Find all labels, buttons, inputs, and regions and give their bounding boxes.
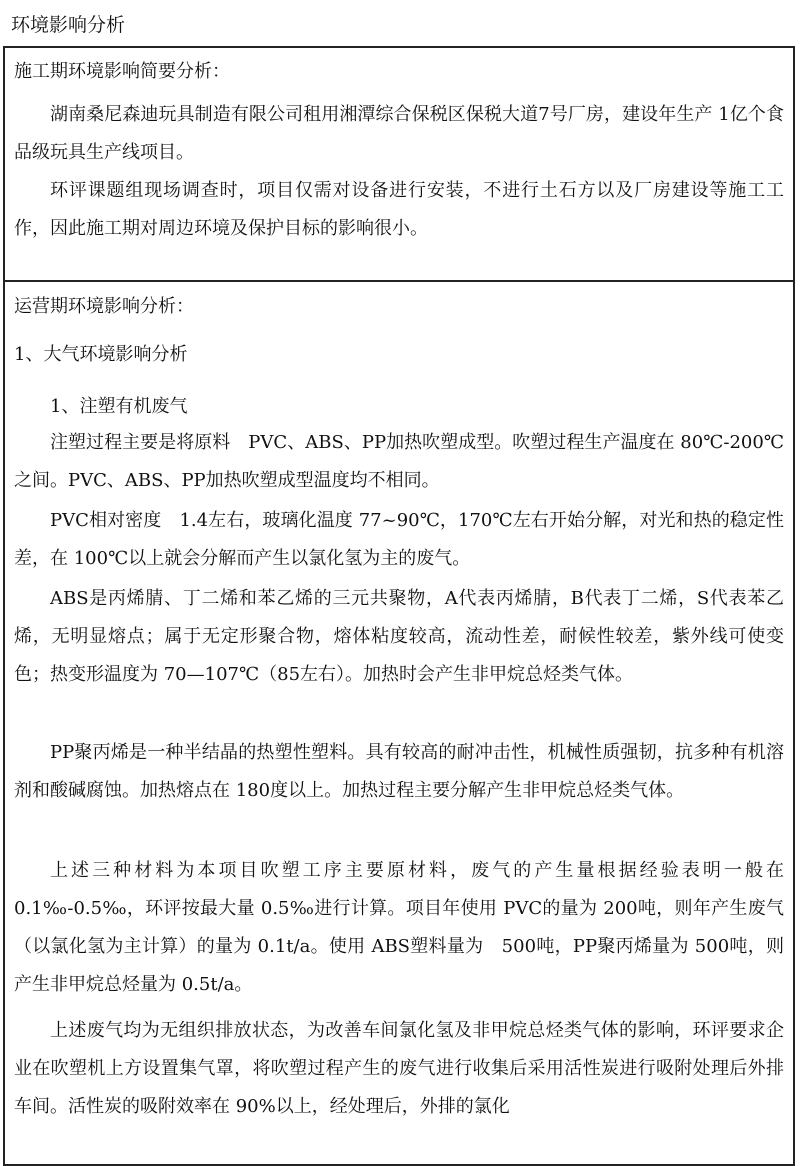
construction-section: [5, 48, 793, 282]
operation-paragraph-4: PP聚丙烯是一种半结晶的热塑性塑料。具有较高的耐冲击性，机械性质强韧，抗多种有机溶剂和酸碱腐蚀。加热熔点在 180度以上。加热过程主要分解产生非甲烷总烃类气体。: [14, 742, 784, 801]
operation-heading: 运营期环境影响分析：: [14, 296, 194, 317]
operation-paragraph-2: PVC相对密度 1.4左右，玻璃化温度 77~90℃，170℃左右开始分解，对光和热的稳定性差，在 100℃以上就会分解而产生以氯化氢为主的废气。: [14, 510, 784, 569]
construction-heading: 施工期环境影响简要分析：: [14, 61, 230, 82]
operation-paragraph-1: 注塑过程主要是将原料 PVC、ABS、PP加热吹塑成型。吹塑过程生产温度在 80℃-200℃之间。PVC、ABS、PP加热吹塑成型温度均不相同。: [14, 432, 784, 491]
operation-section: [5, 282, 793, 1164]
operation-paragraph-3: ABS是丙烯腈、丁二烯和苯乙烯的三元共聚物，A代表丙烯腈，B代表丁二烯，S代表苯乙烯，无明显熔点；属于无定形聚合物，熔体粘度较高，流动性差，耐候性较差，紫外线可使变色；热变形温度为 70—107℃（85左右）。加热时会产生非甲烷总烃类气体。: [14, 588, 784, 685]
construction-paragraph-2: 环评课题组现场调查时，项目仅需对设备进行安装，不进行土石方以及厂房建设等施工工作，因此施工期对周边环境及保护目标的影响很小。: [14, 180, 784, 239]
injection-gas-heading: 1、注塑有机废气: [50, 396, 188, 417]
operation-paragraph-5: 上述三种材料为本项目吹塑工序主要原材料，废气的产生量根据经验表明一般在 0.1‰-0.5‰，环评按最大量 0.5‰进行计算。项目年使用 PVC的量为 200吨，则年产生废气（以氯化氢为主计算）的量为 0.1t/a。使用 ABS塑料量为 500吨，PP聚丙烯量为 500吨，则产生非甲烷总烃量为 0.5t/a。: [14, 860, 784, 995]
page-title: 环境影响分析: [11, 14, 126, 36]
operation-paragraph-6: 上述废气均为无组织排放状态，为改善车间氯化氢及非甲烷总烃类气体的影响，环评要求企业在吹塑机上方设置集气罩，将吹塑过程产生的废气进行收集后采用活性炭进行吸附处理后外排车间。活性炭的吸附效率在 90%以上，经处理后，外排的氯化: [14, 1020, 784, 1117]
air-impact-heading: 1、大气环境影响分析: [14, 344, 188, 365]
analysis-table: [3, 46, 795, 1166]
construction-paragraph-1: 湖南桑尼森迪玩具制造有限公司租用湘潭综合保税区保税大道7号厂房，建设年生产 1亿个食品级玩具生产线项目。: [14, 104, 784, 163]
